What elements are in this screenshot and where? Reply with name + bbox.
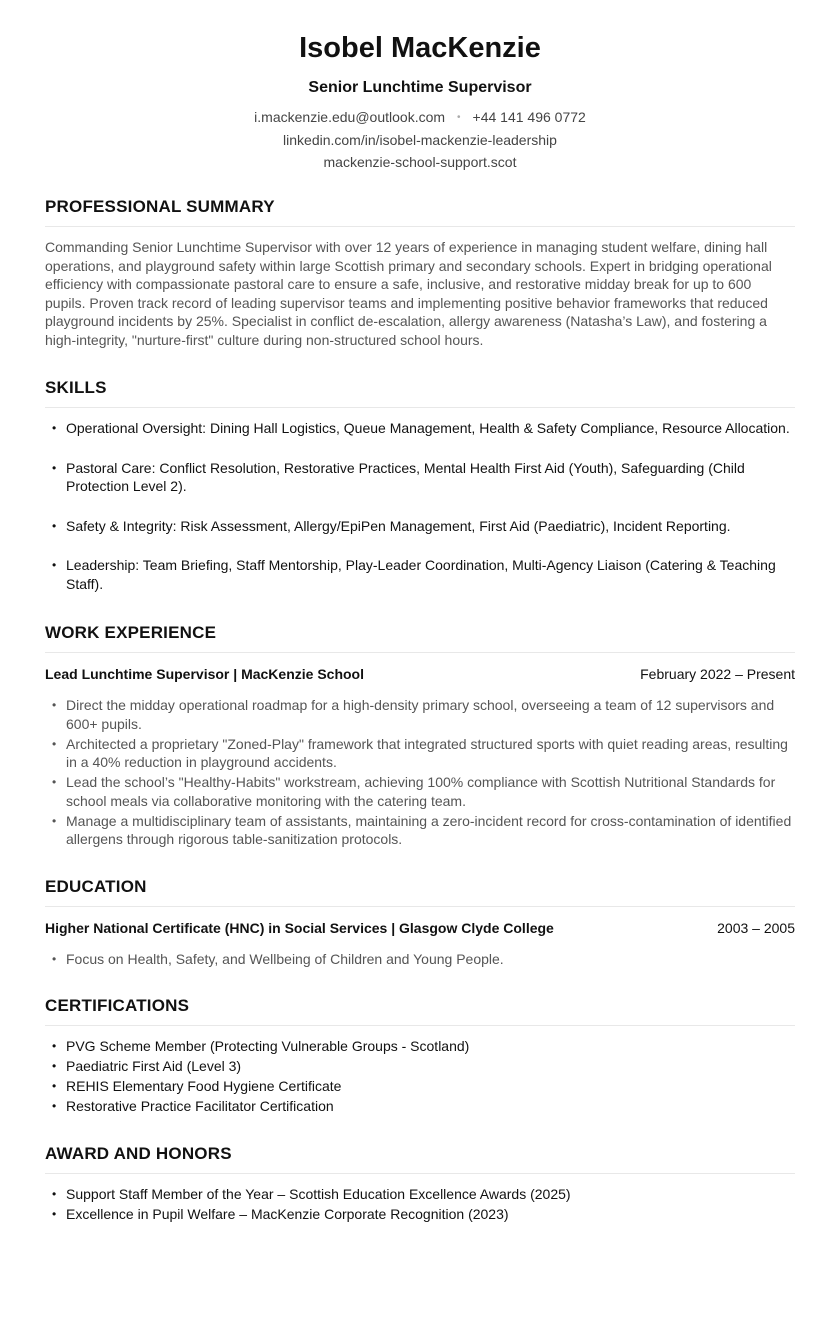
awards-section [45,1143,795,1224]
certifications-heading: CERTIFICATIONS [45,995,795,1026]
certification-item: • Paediatric First Aid (Level 3) [45,1057,795,1076]
skill-item: • Pastoral Care: Conflict Resolution, Restorative Practices, Mental Health First Aid (Youth), Safeguarding (Child Protection Level 2). [45,459,795,496]
summary-text: Commanding Senior Lunchtime Supervisor with over 12 years of experience in managing student welfare, dining hall operations, and playground safety within large Scottish primary and secondary schools. Expert in bridging operational efficiency with compassionate pastoral care to ensure a safe, inclusive, and restorative midday break for up to 600 pupils. Proven track record of leading supervisor teams and implementing positive behavior frameworks that reduced playground incidents by 25%. Specialist in conflict de-escalation, allergy awareness (Natasha’s Law), and fostering a high-integrity, "nurture-first" culture during non-structured school hours. [45,239,772,348]
experience-bullet: • Lead the school’s "Healthy-Habits" workstream, achieving 100% compliance with Scottish Nutritional Standards for school meals via collaborative monitoring with the catering team. [45,773,795,810]
candidate-title: Senior Lunchtime Supervisor [308,79,532,96]
certification-item: • PVG Scheme Member (Protecting Vulnerable Groups - Scotland) [45,1037,795,1056]
experience-bullet: • Architected a proprietary "Zoned-Play" framework that integrated structured sports with quiet reading areas, resulting in a 40% reduction in playground accidents. [45,735,795,772]
linkedin-link[interactable]: linkedin.com/in/isobel-mackenzie-leadership [283,132,557,149]
experience-entry-header [45,665,795,683]
education-section [45,876,795,969]
award-item: • Excellence in Pupil Welfare – MacKenzie Corporate Recognition (2023) [45,1205,795,1224]
website-link[interactable]: mackenzie-school-support.scot [323,154,517,171]
candidate-name: Isobel MacKenzie [299,32,541,64]
certification-item: • REHIS Elementary Food Hygiene Certificate [45,1077,795,1096]
skill-item: • Operational Oversight: Dining Hall Logistics, Queue Management, Health & Safety Compliance, Resource Allocation. [45,419,795,438]
certifications-list [45,1037,795,1116]
certifications-section [45,995,795,1116]
education-bullet: • Focus on Health, Safety, and Wellbeing of Children and Young People. [45,950,795,969]
experience-section [45,622,795,849]
skill-item: • Leadership: Team Briefing, Staff Mentorship, Play-Leader Coordination, Multi-Agency Liaison (Catering & Teaching Staff). [45,556,795,593]
experience-bullets [45,696,795,849]
education-bullets [45,950,795,969]
job-dates: February 2022 – Present [640,666,795,683]
contact-line-primary [45,106,795,129]
phone-number[interactable]: +44 141 496 0772 [472,109,586,125]
award-item: • Support Staff Member of the Year – Scottish Education Excellence Awards (2025) [45,1185,795,1204]
education-entry-header [45,919,795,937]
degree-title: Higher National Certificate (HNC) in Social Services | Glasgow Clyde College [45,919,554,936]
resume-header [45,0,795,173]
experience-bullet: • Direct the midday operational roadmap for a high-density primary school, overseeing a team of 12 supervisors and 600+ pupils. [45,696,795,733]
skills-list [45,419,795,593]
awards-list [45,1185,795,1224]
job-role: Lead Lunchtime Supervisor | MacKenzie School [45,666,364,683]
skills-heading: SKILLS [45,377,795,408]
education-heading: EDUCATION [45,876,795,907]
summary-section [45,196,795,349]
certification-item: • Restorative Practice Facilitator Certification [45,1097,795,1116]
experience-bullet: • Manage a multidisciplinary team of assistants, maintaining a zero-incident record for cross-contamination of identified allergens through rigorous table-sanitization protocols. [45,812,795,849]
experience-heading: WORK EXPERIENCE [45,622,795,653]
awards-heading: AWARD AND HONORS [45,1143,795,1174]
education-dates: 2003 – 2005 [717,919,795,936]
summary-heading: PROFESSIONAL SUMMARY [45,196,795,227]
skill-item: • Safety & Integrity: Risk Assessment, Allergy/EpiPen Management, First Aid (Paediatric), Incident Reporting. [45,517,795,536]
contact-separator: • [457,112,461,124]
skills-section [45,377,795,593]
email-link[interactable]: i.mackenzie.edu@outlook.com [254,109,446,125]
